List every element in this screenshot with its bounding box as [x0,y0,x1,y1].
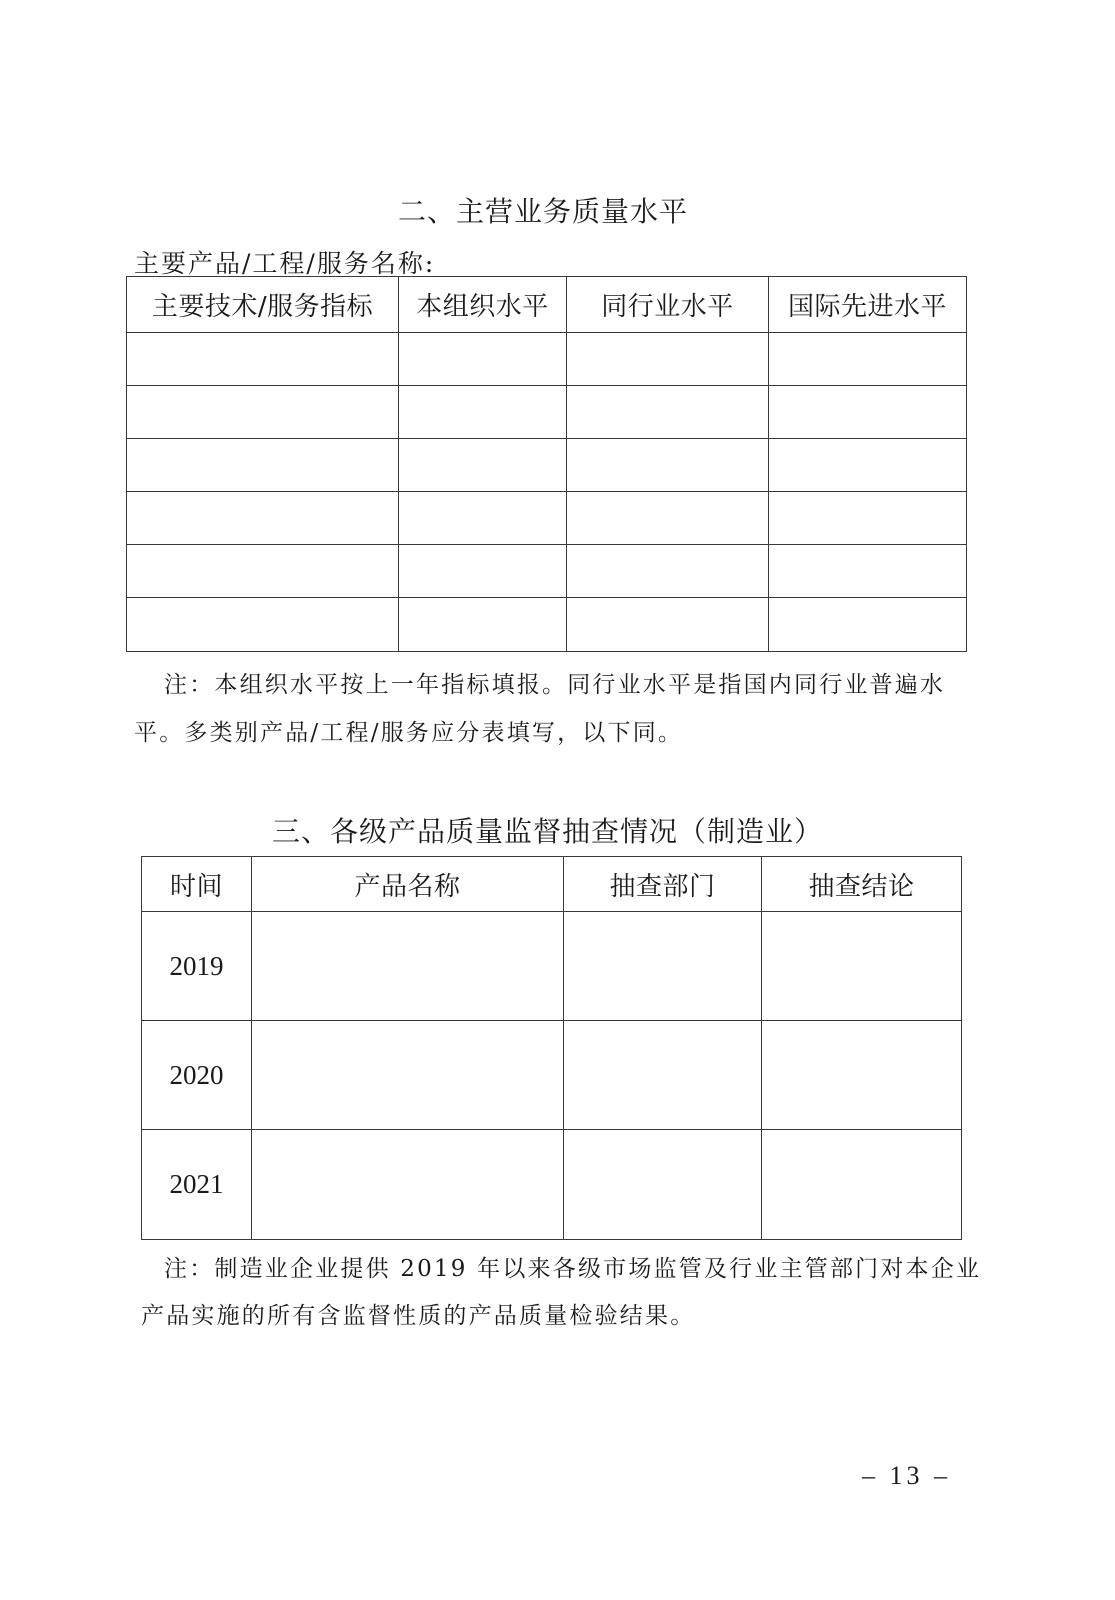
table-row [142,1021,962,1130]
cell-org-level[interactable] [399,386,567,439]
cell-industry-level[interactable] [567,545,769,598]
table-row [127,545,967,598]
cell-dept[interactable] [564,1130,762,1240]
cell-industry-level[interactable] [567,439,769,492]
section3-note-line2: 产品实施的所有含监督性质的产品质量检验结果。 [141,1303,696,1329]
cell-dept[interactable] [564,912,762,1021]
cell-indicator[interactable] [127,545,399,598]
header-org-level: 本组织水平 [399,277,567,333]
cell-org-level[interactable] [399,439,567,492]
cell-intl-level[interactable] [769,492,967,545]
table-header-row [127,277,967,333]
cell-org-level[interactable] [399,598,567,652]
section2-note-line1: 注：本组织水平按上一年指标填报。同行业水平是指国内同行业普遍水 [164,672,946,698]
table-row [127,333,967,386]
table-row [142,912,962,1021]
cell-indicator[interactable] [127,333,399,386]
cell-product[interactable] [252,1130,564,1240]
cell-org-level[interactable] [399,492,567,545]
header-tech-indicator: 主要技术/服务指标 [127,277,399,333]
cell-intl-level[interactable] [769,439,967,492]
cell-year: 2021 [142,1130,252,1240]
cell-product[interactable] [252,1021,564,1130]
section3-heading: 三、各级产品质量监督抽查情况（制造业） [272,815,824,848]
cell-intl-level[interactable] [769,386,967,439]
cell-intl-level[interactable] [769,598,967,652]
cell-result[interactable] [762,1130,962,1240]
cell-result[interactable] [762,912,962,1021]
cell-indicator[interactable] [127,386,399,439]
cell-indicator[interactable] [127,492,399,545]
cell-year: 2019 [142,912,252,1021]
section3-note-line1: 注：制造业企业提供 2019 年以来各级市场监管及行业主管部门对本企业 [164,1256,982,1282]
table-row [127,386,967,439]
header-industry-level: 同行业水平 [567,277,769,333]
section2-heading: 二、主营业务质量水平 [398,195,689,228]
cell-industry-level[interactable] [567,492,769,545]
cell-intl-level[interactable] [769,545,967,598]
cell-indicator[interactable] [127,598,399,652]
cell-intl-level[interactable] [769,333,967,386]
table-row [127,439,967,492]
cell-org-level[interactable] [399,333,567,386]
header-product-name: 产品名称 [252,857,564,912]
cell-industry-level[interactable] [567,386,769,439]
table-header-row [142,857,962,912]
inspection-table [141,856,962,1240]
cell-dept[interactable] [564,1021,762,1130]
header-inspection-dept: 抽查部门 [564,857,762,912]
header-inspection-result: 抽查结论 [762,857,962,912]
header-time: 时间 [142,857,252,912]
cell-result[interactable] [762,1021,962,1130]
table-row [142,1130,962,1240]
cell-product[interactable] [252,912,564,1021]
cell-industry-level[interactable] [567,333,769,386]
section2-note-line2: 平。多类别产品/工程/服务应分表填写，以下同。 [134,720,684,746]
cell-year: 2020 [142,1021,252,1130]
header-intl-level: 国际先进水平 [769,277,967,333]
cell-org-level[interactable] [399,545,567,598]
table-row [127,598,967,652]
table-row [127,492,967,545]
cell-industry-level[interactable] [567,598,769,652]
product-name-label: 主要产品/工程/服务名称: [134,249,436,278]
cell-indicator[interactable] [127,439,399,492]
page-number: – 13 – [862,1461,951,1490]
quality-level-table [126,276,967,652]
